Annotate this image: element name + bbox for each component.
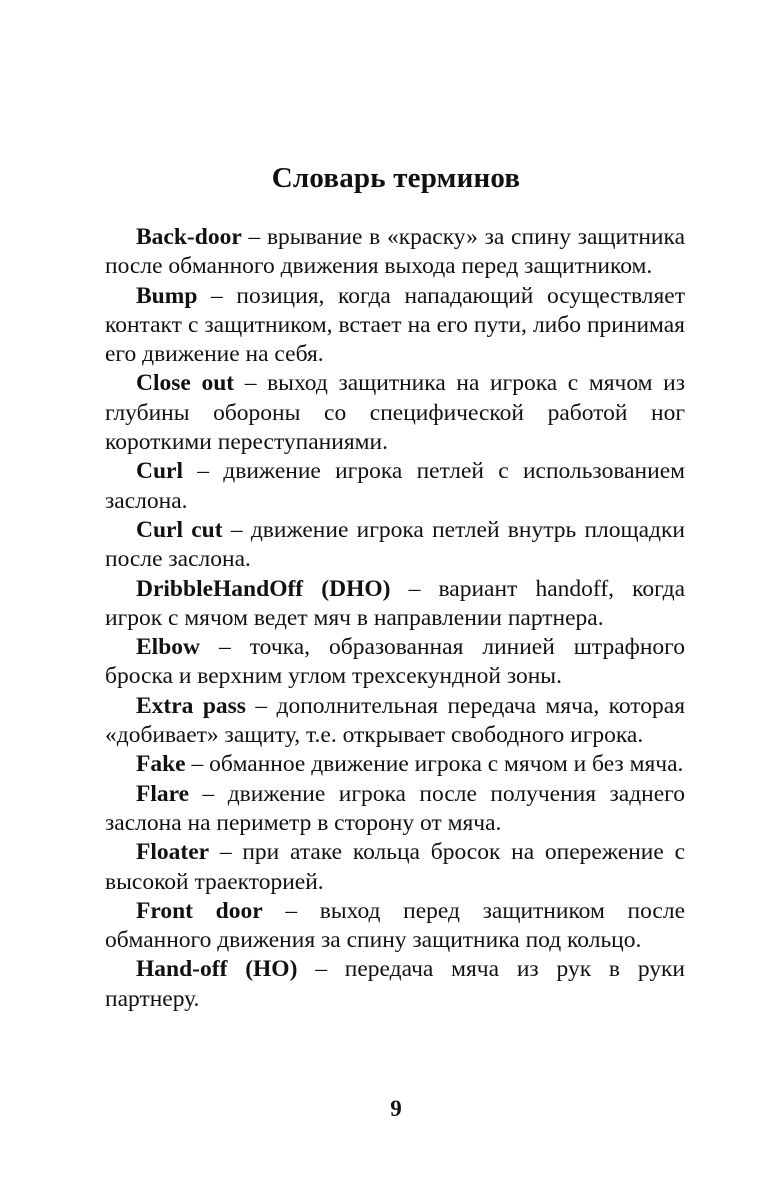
glossary-entry (105, 516, 685, 575)
glossary-entry (105, 955, 685, 1014)
glossary-entry (105, 897, 685, 956)
glossary-term: Front door (136, 897, 263, 924)
glossary-term: Floater (136, 839, 210, 866)
glossary-definition: – при атаке кольца бросок на опережение с высокой траекторией. (105, 839, 685, 895)
glossary-term: Hand-off (HO) (136, 956, 298, 983)
page-number: 9 (390, 1096, 402, 1121)
glossary-entry (105, 750, 685, 779)
glossary-term: Extra pass (136, 692, 246, 719)
glossary-definition: – дополнительная передача мяча, которая «добивает» защиту, т.е. открывает свободного игрока. (105, 692, 685, 749)
page-title: Словарь терминов (271, 162, 521, 194)
glossary-term: Elbow (136, 634, 200, 661)
glossary-definition: – движение игрока петлей внутрь площадки после заслона. (105, 516, 685, 573)
glossary-entry (105, 223, 685, 282)
glossary-entry (105, 633, 685, 692)
glossary-definition: – движение игрока после получения заднего заслона на периметр в сторону от мяча. (105, 780, 685, 836)
glossary-entry (105, 838, 685, 897)
glossary-term: Flare (136, 780, 190, 807)
glossary-entry (105, 282, 685, 370)
glossary-definition: – выход перед защитником после обманного движения за спину защитника под кольцо. (105, 897, 685, 954)
glossary-entry (105, 369, 685, 457)
glossary-term: Fake (136, 751, 186, 778)
glossary-term: Curl (136, 458, 183, 485)
glossary-list (105, 223, 685, 1014)
glossary-entry (105, 692, 685, 751)
glossary-entry (105, 457, 685, 516)
glossary-term: Back-door (136, 224, 242, 250)
glossary-definition: – обманное движение игрока с мячом и без мяча. (185, 751, 684, 778)
glossary-definition: – позиция, когда нападающий осуществляет контакт с защитником, встает на его пути, либо принимая его движение на себя. (105, 282, 685, 368)
glossary-definition: – передача мяча из рук в руки партнеру. (105, 956, 685, 1012)
glossary-definition: – выход защитника на игрока с мячом из глубины обороны со специфической работой ног короткими переступаниями. (105, 370, 685, 456)
glossary-term: Curl cut (136, 516, 223, 543)
glossary-definition: – движение игрока петлей с использованием заслона. (105, 458, 685, 514)
glossary-definition: – вариант handoff, когда игрок с мячом ведет мяч в направлении партнера. (105, 575, 685, 631)
glossary-definition: – точка, образованная линией штрафного броска и верхним углом трехсекундной зоны. (105, 634, 685, 690)
glossary-entry (105, 575, 685, 634)
glossary-term: DribbleHandOff (DHO) (136, 575, 391, 602)
glossary-term: Close out (136, 370, 235, 397)
glossary-term: Bump (136, 282, 198, 309)
glossary-entry (105, 780, 685, 839)
glossary-definition: – врывание в «краску» за спину защитника после обманного движения выхода перед защитником. (105, 224, 685, 280)
